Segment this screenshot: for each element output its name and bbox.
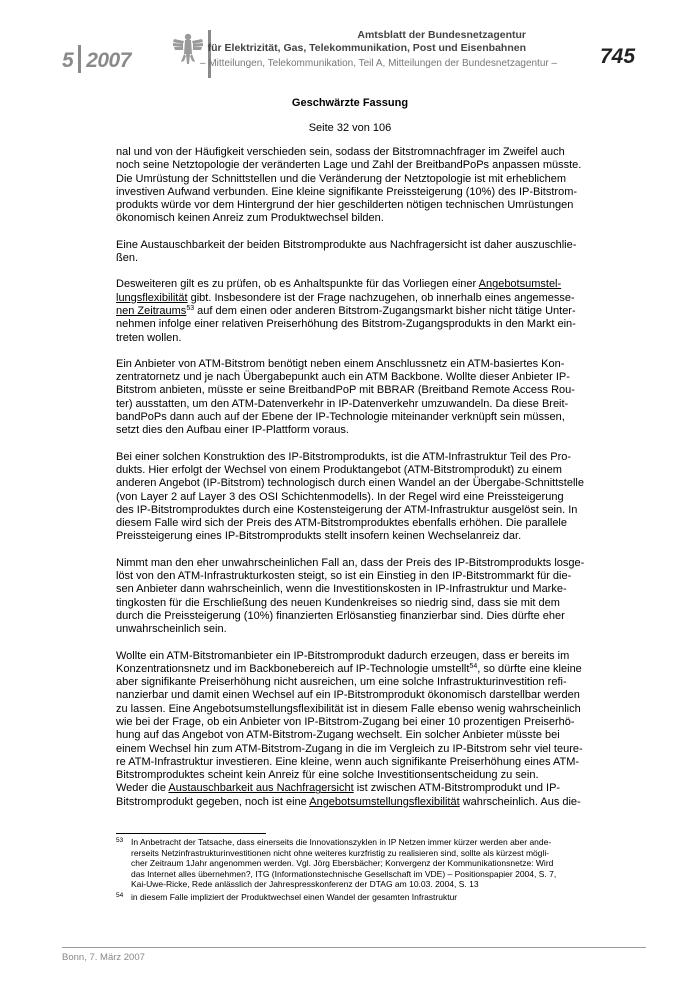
text-line: löst von den ATM-Infrastrukturkosten steigt, so ist ein Einstieg in den IP-Bitstrommarkt für die- [116, 570, 572, 583]
document-title: Geschwärzte Fassung [291, 97, 409, 109]
footer-rule [62, 947, 646, 948]
footnote-line: rerseits Netzinfrastrukturinvestitionen nicht ohne weiteres kurzfristig zu realisieren sind, sollte als kürzest mögli- [131, 847, 550, 858]
paragraph [116, 146, 616, 226]
text-line: unwahrscheinlich sein. [116, 623, 227, 636]
section-line: – Mitteilungen, Telekommunikation, Teil A, Mitteilungen der Bundesnetzagentur – [200, 58, 558, 69]
footnote-53 [116, 837, 626, 890]
text-line: hung auf das Angebot von ATM-Bitstrom-Zugang wechselt. Ein solcher Anbieter müsste bei [116, 729, 560, 742]
text-line: noch seine Netztopologie der veränderten Lage und Zahl der BreitbandPoPs anpassen müsste. [116, 159, 582, 172]
underlined-term: Austauschbarkeit aus Nachfragersicht [168, 782, 354, 795]
footnote-line: das Internet alles übernehmen?, ITG (Informationstechnische Gesellschaft im VDE) – Positionspapier 2004, S. 7, [131, 868, 557, 879]
text-line: Bitstromproduktes scheint kein Anreiz für eine solche Investitionsentscheidung zu sein. [116, 769, 539, 782]
text-line: Ein Anbieter von ATM-Bitstrom benötigt neben einem Anschlussnetz ein ATM-basiertes Kon- [116, 357, 565, 370]
text-line: setzt dies den Aufbau einer IP-Plattform voraus. [116, 424, 349, 437]
text-line: dukts. Hier erfolgt der Wechsel von einem Produktangebot (ATM-Bitstromprodukt) zu einem [116, 463, 562, 476]
underlined-term: nen Zeitraums [116, 304, 187, 317]
text-line: durch die Preissteigerung (10%) finanzierten Erlösanstieg finanzierbar sind. Dies dürfte eher [116, 609, 565, 622]
text-line: (von Layer 2 auf Layer 3 des OSI Schichtenmodells). In der Regel wird eine Preissteigerung [116, 490, 564, 503]
text-line: investiven Aufwand verbunden. Eine kleine signifikante Preissteigerung (10%) des IP-Bitstrom- [116, 185, 578, 198]
text-line [116, 292, 616, 305]
paragraph [116, 451, 616, 544]
text-line: nehmen infolge einer relativen Preiserhöhung des Bitstrom-Zugangsprodukts in den Markt ein- [116, 318, 576, 331]
text-line: Preissteigerung eines IP-Bitstromprodukts stellt insofern keinen Wechselanreiz dar. [116, 530, 522, 543]
footnote-marker: 53 [116, 837, 124, 844]
text-line: ßen. [116, 252, 139, 265]
text-line: ökonomisch keinen Anreiz zum Produktwechsel bilden. [116, 212, 384, 225]
text-line: treten wollen. [116, 331, 182, 344]
text-line: tingkosten für die Erschließung des neuen Kundenkreises so niedrig sind, dass sie mit dem [116, 596, 560, 609]
text-run: auf dem einen oder anderen Bitstrom-Zugangsmarkt bisher nicht tätige Unter- [194, 304, 576, 317]
text-line: produkts würde vor dem Hintergrund der hier geschilderten nötigen technischen Umrüstungen [116, 199, 574, 212]
text-line: Eine Austauschbarkeit der beiden Bitstromprodukte aus Nachfragersicht ist daher auszuschlie- [116, 238, 577, 251]
footnote-line: In Anbetracht der Tatsache, dass einerseits die Innovationszyklen in IP Netzen immer kürzer werden aber ande- [131, 837, 552, 847]
paragraph [116, 557, 616, 637]
paragraph [116, 358, 616, 438]
text-line: ter) ausstatten, um den ATM-Datenverkehr in IP-Datenverkehr umzuwandeln. Da diese Breit- [116, 397, 569, 410]
text-line: wie bei der Frage, ob ein Anbieter von IP-Bitstrom-Zugang bei einer 10 prozentigen Preiserhö- [116, 715, 575, 728]
text-run: Konzentrationsnetz und im Backbonebereich auf IP-Technologie umstellt [116, 662, 470, 675]
footnote-ref: 54 [469, 662, 478, 670]
text-line: Nimmt man den eher unwahrscheinlichen Fall an, dass der Preis des IP-Bitstromprodukts losge- [116, 556, 585, 569]
paragraph [116, 278, 616, 344]
text-run: , so dürfte eine kleine [477, 662, 582, 675]
text-line: nanzierbar und damit einen Wechsel auf ein IP-Bitstromprodukt ökonomisch darstellbar werden [116, 689, 580, 702]
text-line: Die Umrüstung der Schnittstellen und die Veränderung der Netztopologie ist mit erheblichem [116, 172, 567, 185]
footnote-separator [116, 833, 266, 834]
issue-number-value: 5 [62, 49, 74, 72]
publication-subtitle: für Elektrizität, Gas, Telekommunikation, Post und Eisenbahnen [207, 42, 526, 54]
text-line: zu lassen. Eine Angebotsumstellungsflexibilität ist in diesem Falle ebenso wenig wahrscheinlich [116, 702, 581, 715]
text-line: aber signifikante Preiserhöhung nicht ausreichen, um eine solche Infrastrukturinvestition refi- [116, 676, 567, 689]
text-run: ist zwischen ATM-Bitstromprodukt und IP- [353, 782, 561, 795]
text-line [116, 305, 616, 318]
page-info: Seite 32 von 106 [308, 122, 392, 134]
text-line: Bitstrom anbieten, müsste er seine BreitbandPoP mit BBRAR (Breitband Remote Access Rou- [116, 384, 575, 397]
issue-number [62, 45, 131, 73]
text-line [116, 663, 616, 676]
text-line: diesem Falle wird sich der Preis des ATM-Bitstromproduktes ebenfalls erhöhen. Die parallele [116, 517, 567, 530]
text-line [116, 782, 616, 795]
document-body [116, 146, 616, 822]
text-line [116, 796, 616, 809]
text-line: sen Anbieter dann wahrscheinlich, wenn die Investitionskosten in IP-Infrastruktur und Marke- [116, 583, 567, 596]
text-line: zentratornetz und je nach Übergabepunkt auch ein ATM Backbone. Wollte dieser Anbieter IP- [116, 371, 570, 384]
underlined-term: Angebotsumstel- [478, 278, 562, 291]
text-line: re ATM-Infrastruktur investieren. Eine kleine, wenn auch signifikante Preiserhöhung eines ATM- [116, 755, 580, 768]
footnote-marker: 54 [116, 892, 124, 899]
page-number: 745 [600, 45, 636, 68]
text-run: Bitstromprodukt gegeben, noch ist eine [116, 795, 310, 808]
issue-year: 2007 [86, 49, 131, 72]
footnote-line: cher Zeitraum 1Jahr angenommen werden. Vgl. Jörg Ebersbächer; Konvergenz der Kommunikationsnetze: Wird [131, 858, 554, 869]
text-line: nal und von der Häufigkeit verschieden sein, sodass der Bitstromnachfrager im Zweifel auch [116, 146, 565, 158]
issue-divider [78, 45, 81, 73]
text-line: einem Wechsel hin zum ATM-Bitstrom-Zugang in die im Vergleich zu IP-Bitstrom sehr viel teure- [116, 742, 583, 755]
text-line [116, 278, 616, 291]
footnote-line: in diesem Falle impliziert der Produktwechsel einen Wandel der gesamten Infrastruktur [131, 892, 458, 902]
text-line: bandPoPs dann auch auf der Ebene der IP-Technologie miteinander verknüpft sein müssen, [116, 411, 565, 424]
underlined-term: lungsflexibilität [116, 291, 188, 304]
text-run: Weder die [116, 782, 169, 795]
footnote-line: Kai-Uwe-Ricke, Rede anlässlich der Jahrespresskonferenz der DTAG am 10.03. 2004, S. 13 [131, 879, 479, 890]
text-run: wahrscheinlich. Aus die- [459, 795, 581, 808]
text-line: anderen Angebot (IP-Bitstrom) technologisch durch einen Wandel an der Übergabe-Schnittstelle [116, 477, 584, 490]
footnote-ref: 53 [186, 304, 195, 312]
text-line: des IP-Bitstromproduktes durch eine Kostensteigerung der ATM-Infrastruktur ausgelöst sein. In [116, 503, 578, 516]
paragraph [116, 239, 616, 266]
text-run: Desweiteren gilt es zu prüfen, ob es Anhaltspunkte für das Vorliegen einer [116, 278, 479, 291]
text-line: Bei einer solchen Konstruktion des IP-Bitstromprodukts, ist die ATM-Infrastruktur Teil des Pro- [116, 450, 572, 463]
footer-date: Bonn, 7. März 2007 [62, 952, 145, 963]
text-line: Wollte ein ATM-Bitstromanbieter ein IP-Bitstromprodukt dadurch erzeugen, dass er bereits im [116, 649, 570, 662]
text-run: gibt. Insbesondere ist der Frage nachzugehen, ob innerhalb eines angemesse- [187, 291, 575, 304]
paragraph [116, 650, 616, 810]
underlined-term: Angebotsumstellungsflexibilität [309, 795, 460, 808]
publication-title: Amtsblatt der Bundesnetzagentur [357, 29, 526, 41]
footnote-54 [116, 892, 626, 903]
